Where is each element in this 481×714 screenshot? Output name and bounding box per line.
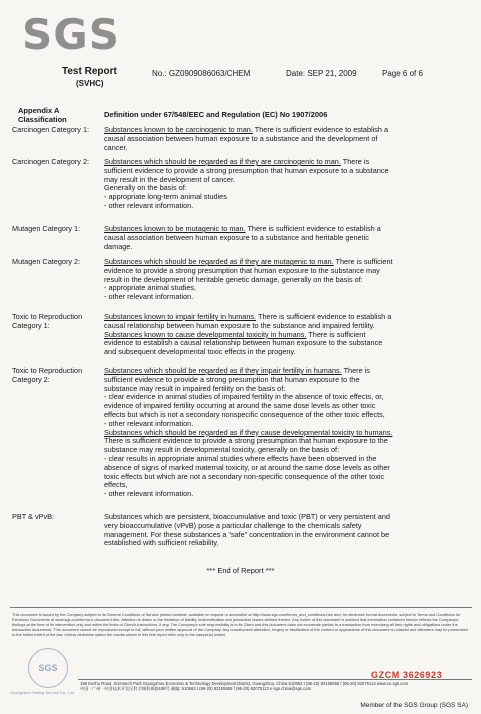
definition-text: cancer. (104, 142, 128, 152)
definition-text: - other relevant information. (104, 200, 194, 210)
definition-line (104, 135, 474, 144)
definition-text: There is (341, 366, 370, 375)
definition-line (104, 490, 474, 499)
underlined-phrase: Substances known to be carcinogenic to man. (104, 125, 253, 134)
category-definition (104, 158, 474, 211)
underlined-phrase: Substances known to cause developmental toxicity in humans. (104, 329, 307, 339)
definition-text: - other relevant information. (104, 489, 194, 499)
definition-text: - other relevant information. (104, 292, 194, 302)
definition-text: - appropriate animal studies, (104, 283, 197, 293)
category-label: PBT & vPvB: (12, 512, 55, 521)
definition-text: effects but which is not a secondary nonspecific consequence of the other toxic effects, (104, 409, 385, 419)
address-chinese: 中国 · 广州 · 经济技术开发区科学城科珠路198号 邮编: 510663 t (86-20) 82155555 f (86-20) 82075113 e sgs.china@sgs.com (80, 686, 312, 692)
definition-heading: Definition under 67/548/EEC and Regulation (EC) No 1907/2006 (104, 110, 328, 119)
definition-text: sufficient evidence to provide a strong presumption that human exposure to the (104, 374, 360, 384)
definition-line (104, 243, 474, 252)
definition-line (104, 202, 474, 211)
definition-text: There is sufficient evidence to provide a strong presumption that human exposure to the (104, 436, 388, 446)
category-label: Carcinogen Category 2: (12, 157, 90, 166)
end-of-report: *** End of Report *** (206, 566, 275, 575)
serial-number: GZCM 3626923 (371, 670, 443, 680)
definition-text: very bioaccumulative (vPvB) pose a particular challenge to the chemicals safety (104, 520, 362, 530)
underlined-phrase: Substances known to be mutagenic to man. (104, 224, 246, 233)
definition-text: toxic effects but which are not a secondary non-specific consequence of the other toxic (104, 471, 385, 481)
category-label: Carcinogen Category 1: (12, 125, 90, 134)
report-date: Date: SEP 21, 2009 (286, 69, 357, 78)
definition-text: substance may result in impaired fertility on the basis of: (104, 383, 286, 393)
footer-divider (10, 607, 472, 608)
definition-text: causal association between human exposure to a substance and the development of (104, 133, 378, 143)
definition-text: evidence of impaired fertility occurring at around the same dose levels as other toxic (104, 401, 376, 411)
company-seal-stamp: SGS (28, 648, 68, 688)
definition-text: There is sufficient evidence to establish a (252, 125, 389, 134)
definition-text: causal association between human exposure to a substance and heritable genetic (104, 232, 369, 242)
category-label: Toxic to Reproduction Category 2: (12, 366, 83, 384)
stamp-caption: Guangzhou Testing Service Co., Ltd. (10, 690, 76, 695)
category-definition (104, 513, 474, 548)
classification-line: Classification (18, 115, 67, 124)
underlined-phrase: Substances known to impair fertility in humans. (104, 312, 257, 321)
definition-line (104, 348, 474, 357)
definition-text: may result in the development of cancer. (104, 174, 236, 184)
definition-line (104, 144, 474, 153)
page-number: Page 6 of 6 (382, 69, 423, 78)
definition-line (104, 293, 474, 302)
underlined-phrase: Substances which should be regarded as if they impair fertility in humans. (104, 366, 342, 375)
report-subtitle: (SVHC) (76, 79, 104, 88)
category-definition (104, 367, 474, 499)
category-label: Mutagen Category 2: (12, 257, 81, 266)
definition-text: sufficient evidence to provide a strong presumption that human exposure to a substance (104, 165, 389, 175)
definition-text: absence of signs of marked maternal toxicity, or at around the same dose levels as other (104, 462, 390, 472)
definition-text: result in the development of heritable genetic damage, generally on the basis of: (104, 274, 363, 284)
definition-text: There is sufficient evidence to establish a (256, 312, 392, 321)
definition-text: evidence to establish a causal relationship between human exposure to the substance (104, 338, 383, 348)
definition-text: There is sufficient evidence to establish a (245, 224, 381, 233)
definition-text: There is (340, 157, 370, 166)
definition-text: - clear evidence in animal studies of impaired fertility in the absence of toxic effects, or, (104, 392, 384, 402)
address-english: 198 Kezhu Road, Scientech Park Guangzhou Economic & Technology Development District, Guangzhou, China 510663 t (86-20) 82155555 f (86-20) 82075113 www.cn.sgs.com (80, 681, 409, 686)
definition-line (104, 539, 474, 548)
category-label: Toxic to Reproduction Category 1: (12, 312, 83, 330)
category-definition (104, 225, 474, 251)
definition-text: and subsequent developmental toxic effects in the progeny. (104, 347, 296, 357)
report-title: Test Report (62, 66, 117, 77)
report-number: No.: GZ0909086063/CHEM (152, 69, 251, 78)
definition-text: management. For these substances a “safe” concentration in the environment cannot be (104, 529, 390, 539)
definition-text: Substances which are persistent, bioaccumulative and toxic (PBT) or very persistent and (104, 512, 390, 521)
company-address (80, 681, 408, 692)
category-definition (104, 313, 474, 357)
definition-text: There is sufficient (333, 257, 393, 266)
category-label: Mutagen Category 1: (12, 224, 81, 233)
appendix-line: Appendix A (18, 106, 60, 115)
definition-text: evidence to provide a strong presumption that human exposure to the substance may (104, 265, 380, 275)
definition-text: causal relationship between human exposure to the substance and impaired fertility. (104, 320, 375, 330)
category-definition (104, 126, 474, 152)
sgs-logo: SGS (22, 10, 120, 59)
definition-text: - clear results in appropriate animal studies where effects have been observed in the (104, 453, 377, 463)
underlined-phrase: Substances which should be regarded as if they cause developmental toxicity to humans. (104, 427, 393, 437)
definition-text: substance may result in developmental toxicity, generally on the basis of: (104, 445, 340, 455)
terms-fine-print: This document is issued by the Company subject to its General Conditions of Service printed overleaf, available on request or accessible at http://www.sgs.com/terms_and_conditions.htm and, for electronic format documents, subject to Terms and Conditions for Electronic Documents at www.sgs.com/terms-e-document.htm. Attention is drawn to the limitation of liability, indemnification and jurisdiction issues defined therein. Any holder of this document is advised that information contained hereon reflects the Company's findings at the time of its intervention only and within the limits of Client's instructions, if any. The Company's sole responsibility is to its Client and this document does not exonerate parties to a transaction from exercising all their rights and obligations under the transaction documents. This document cannot be reproduced except in full, without prior written approval of the Company. Any unauthorized alteration, forgery or falsification of the content or appearance of this document is unlawful and offenders may be prosecuted to the fullest extent of the law. Unless otherwise stated the results shown in this test report refer only to the sample(s) tested. (12, 612, 468, 637)
definition-text: established with sufficient reliability. (104, 538, 219, 548)
appendix-heading (18, 106, 67, 124)
definition-text: effects, (104, 480, 128, 490)
underlined-phrase: Substances which should be regarded as if they are mutagenic to man. (104, 257, 334, 266)
definition-text: damage. (104, 241, 133, 251)
definition-line (104, 473, 474, 482)
definition-text: - appropriate long-term animal studies (104, 192, 227, 202)
definition-text: Generally on the basis of: (104, 183, 187, 193)
definition-line (104, 234, 474, 243)
category-definition (104, 258, 474, 302)
member-line: Member of the SGS Group (SGS SA) (360, 702, 468, 709)
definition-text: - other relevant information. (104, 418, 194, 428)
definition-text: There is sufficient (306, 329, 366, 339)
underlined-phrase: Substances which should be regarded as if they are carcinogenic to man. (104, 157, 341, 166)
